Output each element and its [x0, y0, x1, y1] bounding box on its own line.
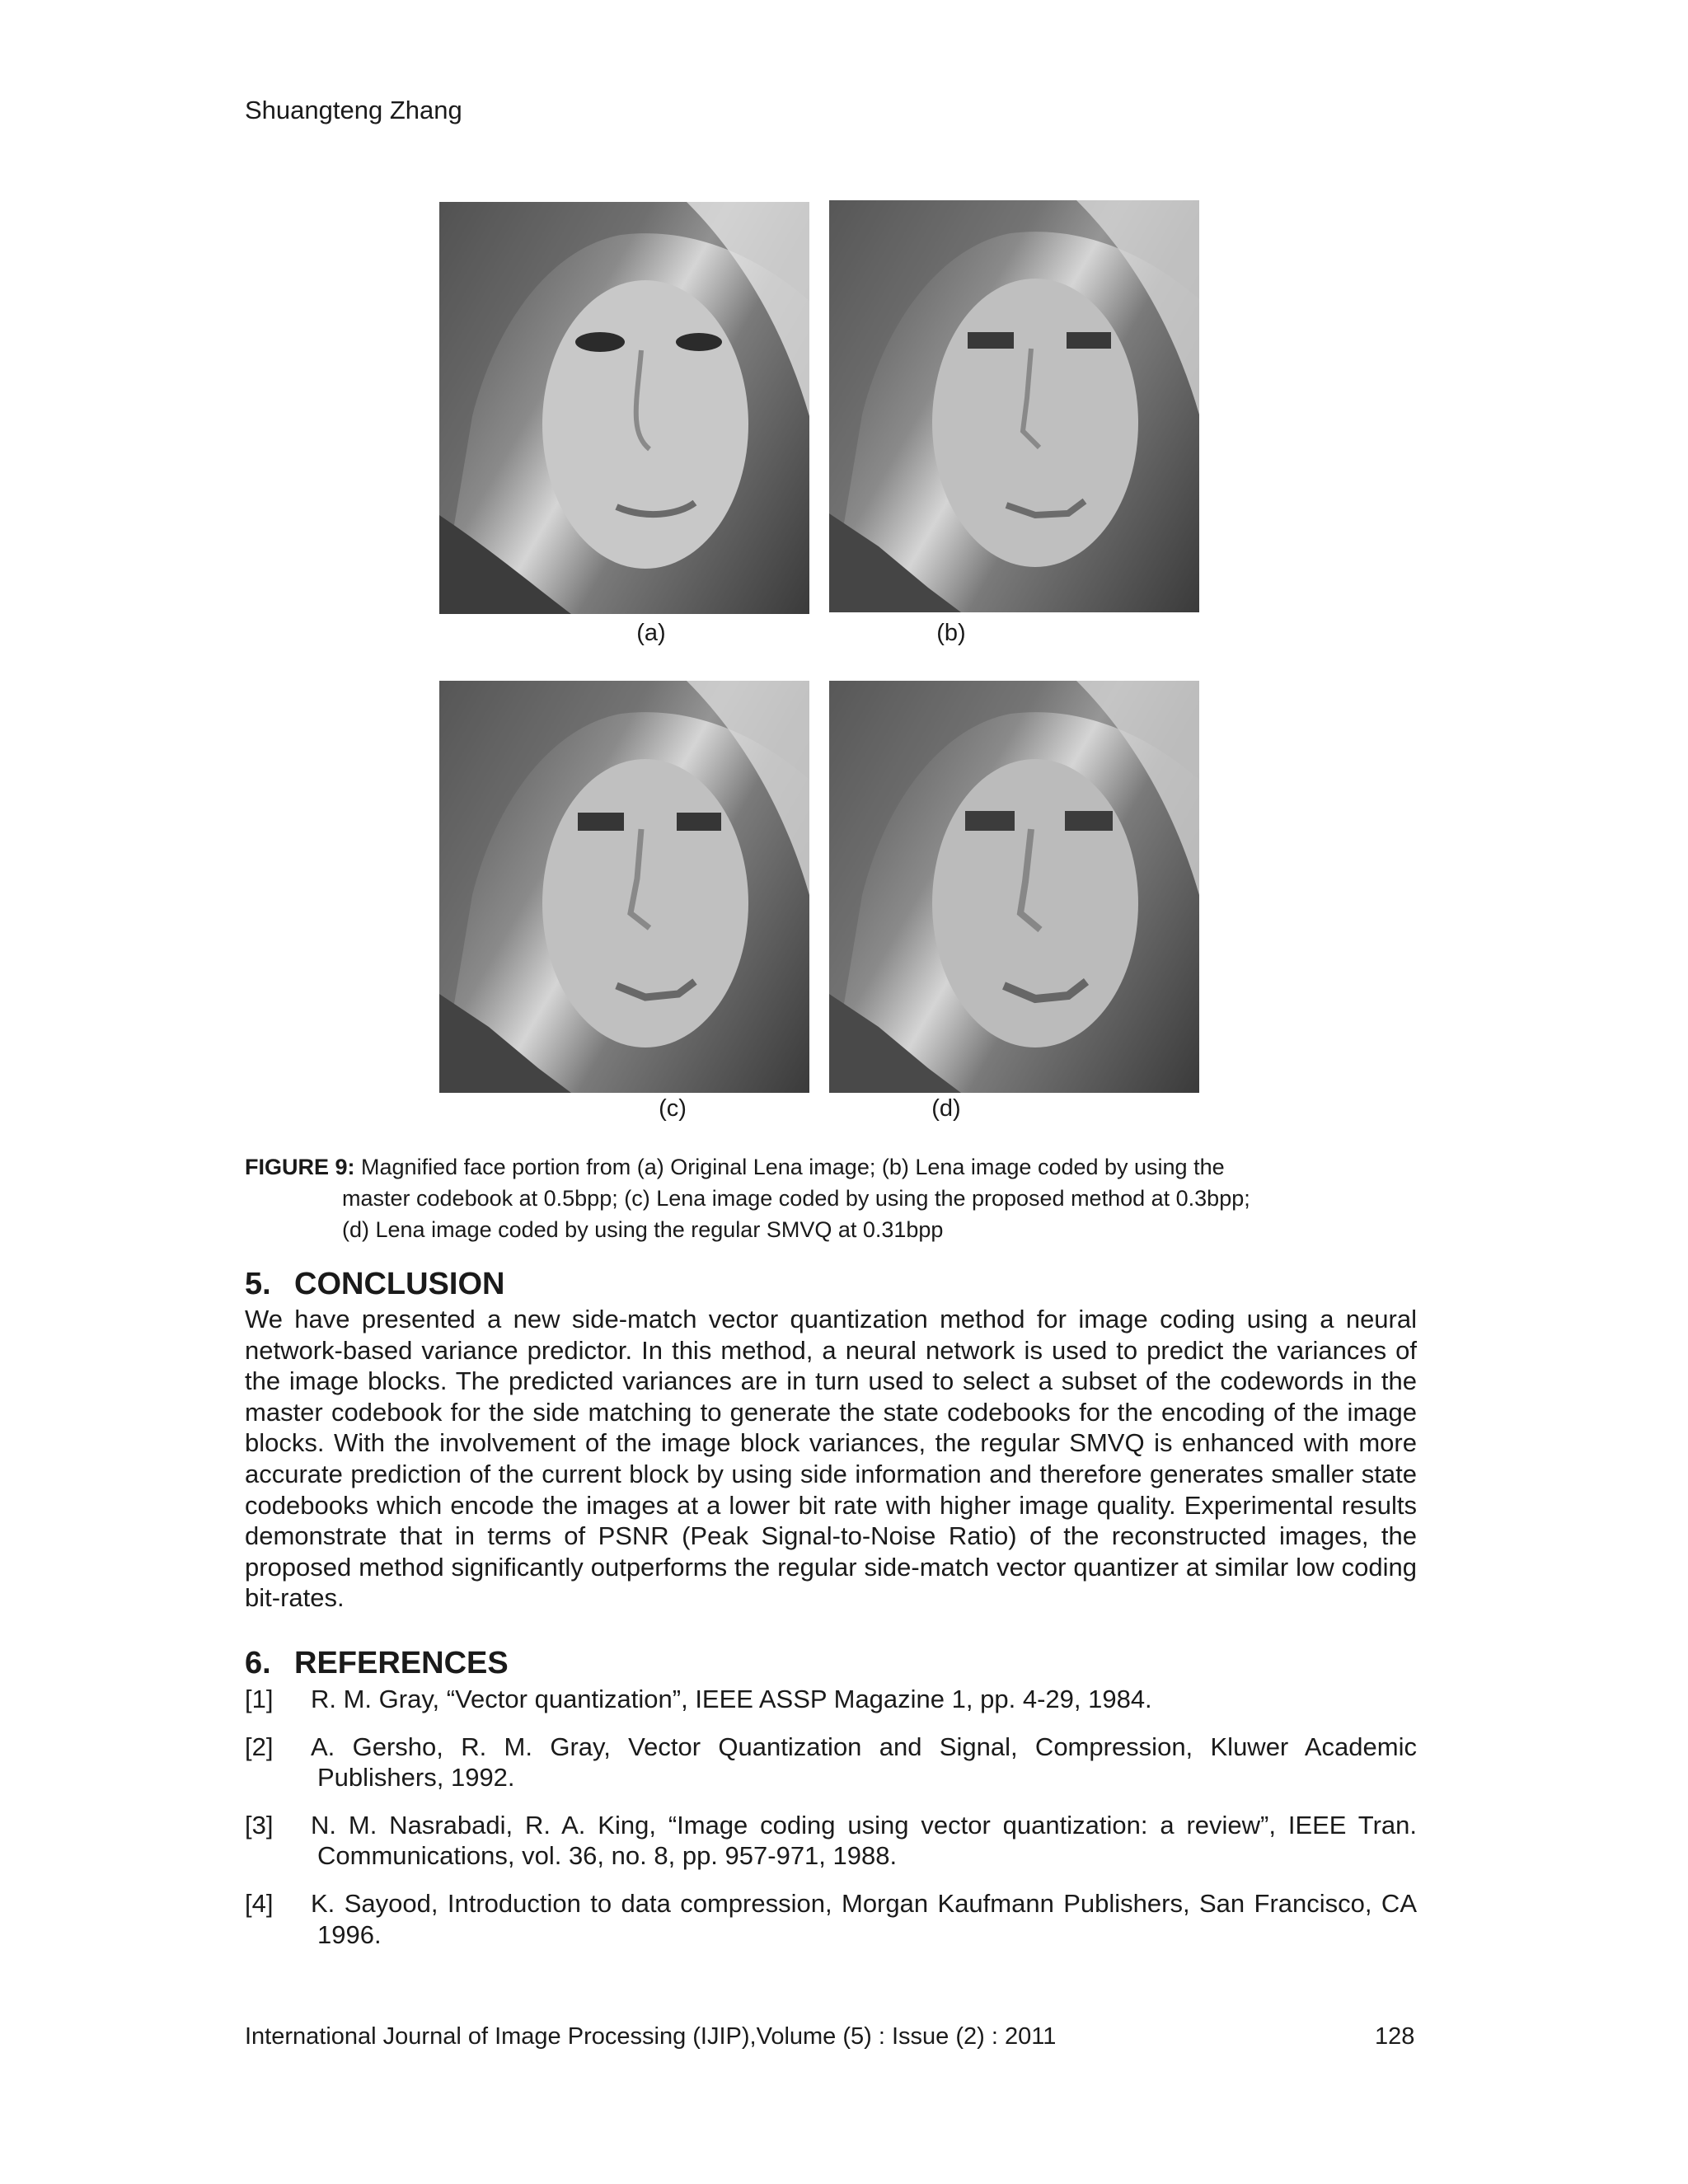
- reference-text: K. Sayood, Introduction to data compression, Morgan Kaufmann Publishers, San Francisco, CA 1996.: [311, 1888, 1417, 1949]
- face-image-b: [829, 200, 1199, 612]
- section-title: REFERENCES: [294, 1646, 509, 1680]
- reference-tag: [2]: [245, 1732, 274, 1761]
- footer-journal-info: International Journal of Image Processing (IJIP),Volume (5) : Issue (2) : 2011: [245, 2023, 1057, 2050]
- reference-text: N. M. Nasrabadi, R. A. King, “Image coding using vector quantization: a review”, IEEE Tran. Communications, vol. 36, no. 8, pp. 957-971, 1988.: [311, 1810, 1417, 1871]
- reference-item: [245, 1810, 1417, 1872]
- reference-item: [245, 1888, 1417, 1950]
- figure-sublabel-b: (b): [936, 620, 966, 646]
- reference-item: [245, 1684, 1417, 1715]
- figure-caption-lead: FIGURE 9:: [245, 1155, 355, 1179]
- figure-sublabel-a: (a): [636, 620, 666, 646]
- reference-tag: [4]: [245, 1888, 274, 1918]
- face-image-a: [439, 202, 809, 614]
- face-image-d: [829, 681, 1199, 1093]
- reference-item: [245, 1732, 1417, 1793]
- reference-list: [245, 1684, 1417, 1966]
- face-image-c: [439, 681, 809, 1093]
- section-heading-conclusion: [245, 1267, 504, 1302]
- page-number: 128: [1375, 2023, 1415, 2050]
- figure-sublabel-d: (d): [931, 1095, 961, 1122]
- figure-panel-c-proposed-method: [439, 681, 809, 1093]
- figure-caption-line-1: Magnified face portion from (a) Original Lena image; (b) Lena image coded by using the: [361, 1155, 1225, 1179]
- figure-sublabel-c: (c): [659, 1095, 687, 1122]
- figure-caption: [245, 1151, 1415, 1245]
- reference-tag: [3]: [245, 1810, 274, 1840]
- section-number: 6.: [245, 1646, 271, 1680]
- reference-text: R. M. Gray, “Vector quantization”, IEEE ASSP Magazine 1, pp. 4-29, 1984.: [311, 1685, 1152, 1713]
- reference-tag: [1]: [245, 1685, 274, 1713]
- figure-panel-a-original-image: [439, 202, 809, 614]
- reference-text: A. Gersho, R. M. Gray, Vector Quantization and Signal, Compression, Kluwer Academic Publishers, 1992.: [311, 1732, 1417, 1793]
- figure-caption-line-3: (d) Lena image coded by using the regular SMVQ at 0.31bpp: [342, 1217, 944, 1242]
- figure-caption-line-2: master codebook at 0.5bpp; (c) Lena image coded by using the proposed method at 0.3bpp;: [342, 1186, 1250, 1211]
- running-header-author: Shuangteng Zhang: [245, 96, 462, 124]
- section-title: CONCLUSION: [294, 1267, 505, 1301]
- section-number: 5.: [245, 1267, 271, 1301]
- figure-panel-d-regular-smvq: [829, 681, 1199, 1093]
- figure-panel-b-master-codebook: [829, 200, 1199, 612]
- section-heading-references: [245, 1646, 509, 1681]
- conclusion-paragraph: We have presented a new side-match vector quantization method for image coding using a neural network-based variance predictor. In this method, a neural network is used to predict the variances of the image blocks. The predicted variances are in turn used to select a subset of the codewords in the master codebook for the side matching to generate the state codebooks for the encoding of the image blocks. With the involvement of the image block variances, the regular SMVQ is enhanced with more accurate prediction of the current block by using side information and therefore generates smaller state codebooks which encode the images at a lower bit rate with higher image quality. Experimental results demonstrate that in terms of PSNR (Peak Signal-to-Noise Ratio) of the reconstructed images, the proposed method significantly outperforms the regular side-match vector quantizer at similar low coding bit-rates.: [245, 1305, 1417, 1613]
